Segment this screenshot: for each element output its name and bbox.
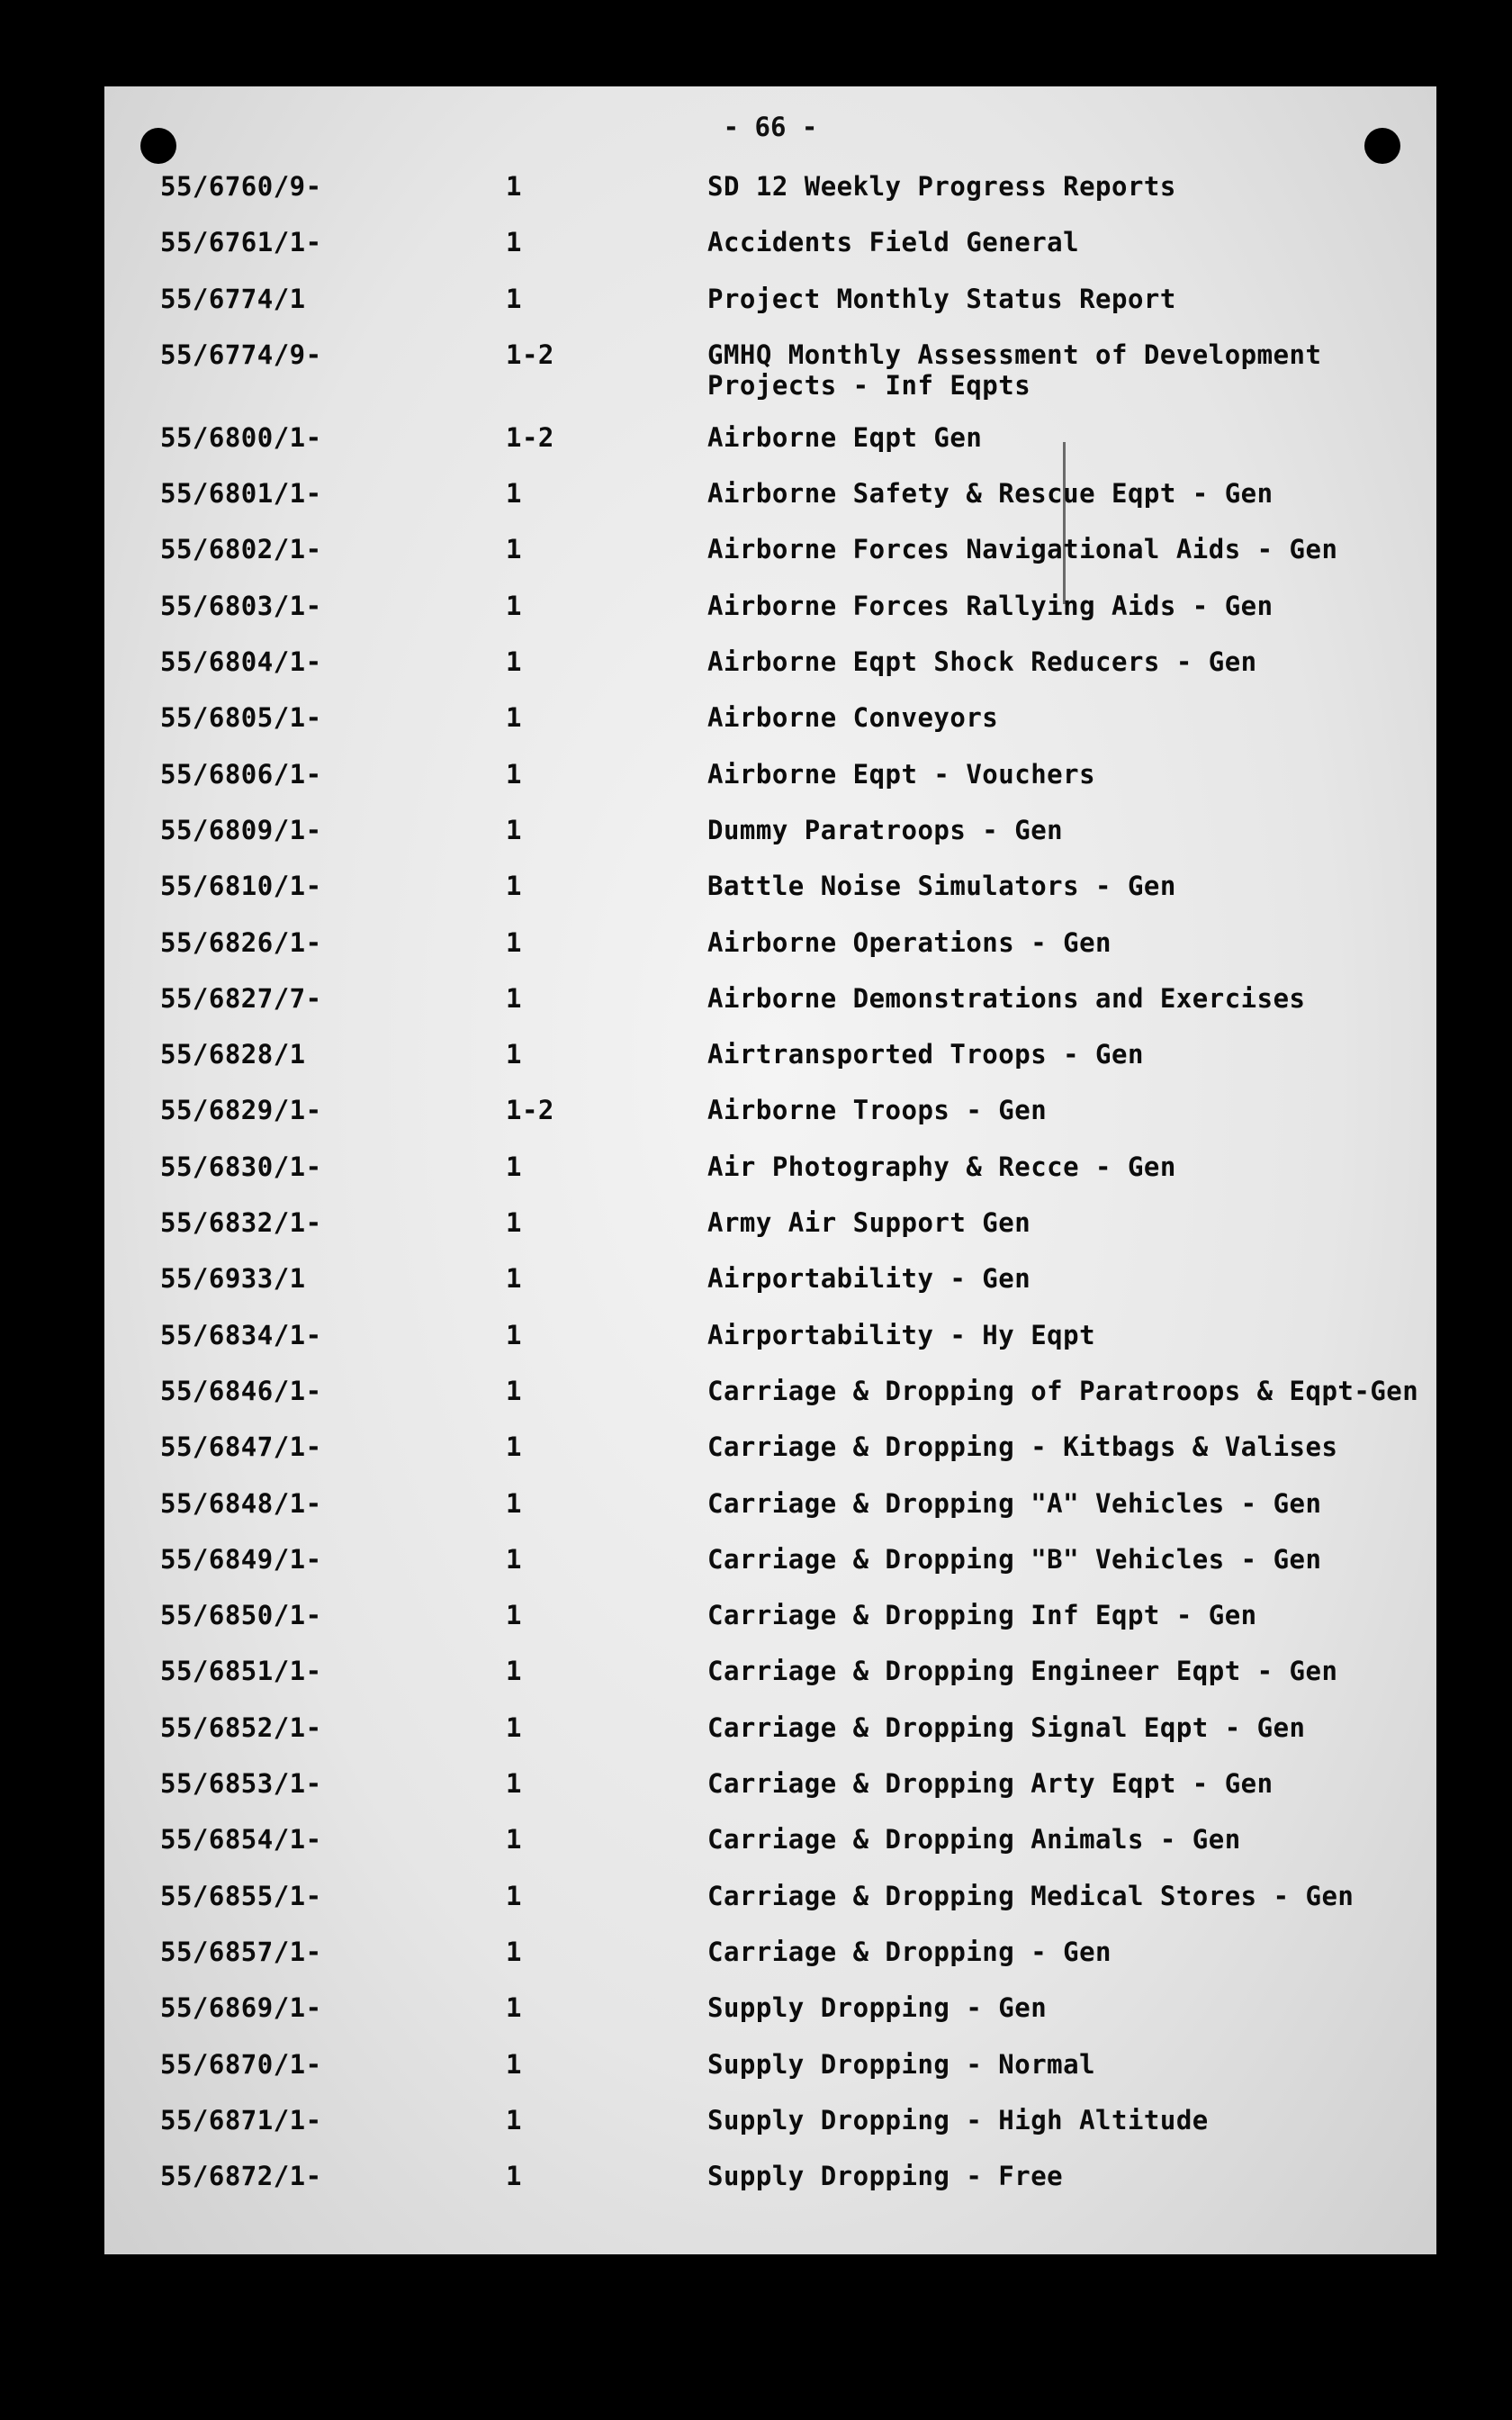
list-item [104,1137,1436,1193]
entry-qty: 1 [506,2161,522,2192]
entry-ref: 55/6849/1- [160,1543,322,1575]
entry-title: Battle Noise Simulators - Gen [707,871,1176,902]
list-item [104,1641,1436,1697]
entry-ref: 55/6870/1- [160,2048,322,2080]
entry-title: Carriage & Dropping "B" Vehicles - Gen [707,1543,1322,1575]
entry-title: Airborne Troops - Gen [707,1095,1048,1126]
entry-title: Carriage & Dropping Arty Eqpt - Gen [707,1768,1274,1800]
entry-qty: 1 [506,590,522,621]
entry-title: Airborne Eqpt Gen [707,421,983,453]
list-item [104,800,1436,856]
entry-ref: 55/6846/1- [160,1375,322,1406]
list-item [104,2035,1436,2090]
entry-ref: 55/6827/7- [160,982,322,1014]
list-item [104,632,1436,688]
entry-title: Carriage & Dropping - Kitbags & Valises [707,1431,1338,1463]
entry-ref: 55/6869/1- [160,1992,322,2024]
entry-ref: 55/6933/1 [160,1263,306,1295]
entry-ref: 55/6832/1- [160,1207,322,1239]
entry-ref: 55/6806/1- [160,758,322,790]
entry-title: Dummy Paratroops - Gen [707,814,1064,845]
list-item [104,1866,1436,1922]
entry-qty: 1-2 [506,339,554,370]
entry-qty: 1 [506,1936,522,1967]
entry-title: SD 12 Weekly Progress Reports [707,171,1176,202]
list-item [104,969,1436,1025]
entry-title: Carriage & Dropping Inf Eqpt - Gen [707,1600,1257,1631]
entry-title: Carriage & Dropping Medical Stores - Gen [707,1880,1354,1911]
entry-ref: 55/6871/1- [160,2104,322,2136]
entry-title: Air Photography & Recce - Gen [707,1151,1176,1182]
entry-title: Airborne Operations - Gen [707,926,1112,958]
entry-qty: 1 [506,1600,522,1631]
entry-qty: 1 [506,2048,522,2080]
entry-ref: 55/6830/1- [160,1151,322,1182]
list-item [104,688,1436,744]
entry-title: Accidents Field General [707,227,1080,258]
entry-qty: 1 [506,1656,522,1687]
entry-ref: 55/6774/9- [160,339,322,370]
entry-ref: 55/6829/1- [160,1095,322,1126]
list-item [104,576,1436,632]
entry-title: Army Air Support Gen [707,1207,1031,1239]
entry-ref: 55/6761/1- [160,227,322,258]
entry-ref: 55/6853/1- [160,1768,322,1800]
entry-qty: 1 [506,478,522,510]
list-item [104,1361,1436,1417]
entry-qty: 1 [506,1431,522,1463]
entry-title: Carriage & Dropping "A" Vehicles - Gen [707,1487,1322,1519]
entry-qty: 1 [506,1543,522,1575]
list-item [104,1249,1436,1305]
entry-ref: 55/6852/1- [160,1711,322,1743]
entry-ref: 55/6805/1- [160,702,322,734]
entry-title: Carriage & Dropping Signal Eqpt - Gen [707,1711,1306,1743]
entry-title: Airportability - Gen [707,1263,1031,1295]
list-item [104,1193,1436,1249]
entry-ref: 55/6851/1- [160,1656,322,1687]
entry-ref: 55/6828/1 [160,1039,306,1070]
list-item [104,212,1436,268]
entry-qty: 1 [506,1039,522,1070]
list-item [104,2146,1436,2202]
entry-qty: 1 [506,646,522,678]
entry-ref: 55/6850/1- [160,1600,322,1631]
entry-ref: 55/6800/1- [160,421,322,453]
entry-title: Airborne Conveyors [707,702,999,734]
entry-qty: 1 [506,1768,522,1800]
entry-ref: 55/6857/1- [160,1936,322,1967]
entry-title: Carriage & Dropping Animals - Gen [707,1824,1241,1856]
entry-ref: 55/6872/1- [160,2161,322,2192]
entry-title: Airborne Eqpt - Vouchers [707,758,1096,790]
entry-qty: 1 [506,814,522,845]
entry-qty: 1 [506,871,522,902]
entry-ref: 55/6826/1- [160,926,322,958]
entry-qty: 1 [506,283,522,314]
entry-title: Airborne Eqpt Shock Reducers - Gen [707,646,1257,678]
entry-ref: 55/6760/9- [160,171,322,202]
entry-qty: 1 [506,1207,522,1239]
document-page [104,86,1436,2254]
entry-ref: 55/6803/1- [160,590,322,621]
entry-title: Supply Dropping - Gen [707,1992,1048,2024]
entry-qty: 1 [506,1151,522,1182]
entry-title: Airborne Demonstrations and Exercises [707,982,1306,1014]
entry-title: Airborne Forces Navigational Aids - Gen [707,534,1338,565]
entry-qty: 1 [506,1992,522,2024]
list-item [104,1810,1436,1865]
entry-qty: 1 [506,1263,522,1295]
entry-qty: 1 [506,758,522,790]
list-item [104,1080,1436,1136]
entry-ref: 55/6810/1- [160,871,322,902]
list-item [104,408,1436,464]
entries-list [104,157,1436,2202]
entry-title: Airborne Safety & Rescue Eqpt - Gen [707,478,1274,510]
entry-qty: 1-2 [506,1095,554,1126]
list-item [104,519,1436,575]
list-item [104,745,1436,800]
entry-qty: 1 [506,982,522,1014]
list-item [104,325,1436,408]
entry-qty: 1 [506,534,522,565]
list-item [104,1754,1436,1810]
entry-ref: 55/6801/1- [160,478,322,510]
list-item [104,1922,1436,1978]
entry-title: Carriage & Dropping - Gen [707,1936,1112,1967]
entry-title: Carriage & Dropping Engineer Eqpt - Gen [707,1656,1338,1687]
entry-qty: 1 [506,1487,522,1519]
entry-qty: 1 [506,702,522,734]
entry-qty: 1 [506,1319,522,1350]
entry-qty: 1 [506,1824,522,1856]
list-item [104,1698,1436,1754]
entry-ref: 55/6847/1- [160,1431,322,1463]
list-item [104,464,1436,519]
entry-qty: 1-2 [506,421,554,453]
entry-ref: 55/6809/1- [160,814,322,845]
entry-title: Supply Dropping - High Altitude [707,2104,1209,2136]
entry-qty: 1 [506,1375,522,1406]
list-item [104,1474,1436,1530]
entry-title: Project Monthly Status Report [707,283,1176,314]
list-item [104,856,1436,912]
entry-title: Airportability - Hy Eqpt [707,1319,1096,1350]
list-item [104,1978,1436,2034]
page-number: - 66 - [723,112,818,142]
list-item [104,269,1436,325]
entry-qty: 1 [506,1880,522,1911]
list-item [104,1305,1436,1361]
entry-ref: 55/6848/1- [160,1487,322,1519]
entry-title: GMHQ Monthly Assessment of Development Projects - Inf Eqpts [707,339,1322,401]
entry-title: Supply Dropping - Free [707,2161,1064,2192]
list-item [104,2090,1436,2146]
entry-title: Carriage & Dropping of Paratroops & Eqpt-Gen [707,1375,1419,1406]
list-item [104,1025,1436,1080]
entry-ref: 55/6855/1- [160,1880,322,1911]
list-item [104,1585,1436,1641]
entry-title: Airborne Forces Rallying Aids - Gen [707,590,1274,621]
entry-qty: 1 [506,227,522,258]
entry-qty: 1 [506,1711,522,1743]
entry-ref: 55/6834/1- [160,1319,322,1350]
list-item [104,913,1436,969]
entry-ref: 55/6802/1- [160,534,322,565]
entry-ref: 55/6854/1- [160,1824,322,1856]
entry-ref: 55/6804/1- [160,646,322,678]
list-item [104,157,1436,212]
list-item [104,1530,1436,1585]
entry-title: Airtransported Troops - Gen [707,1039,1144,1070]
entry-qty: 1 [506,926,522,958]
entry-ref: 55/6774/1 [160,283,306,314]
entry-title: Supply Dropping - Normal [707,2048,1096,2080]
entry-qty: 1 [506,2104,522,2136]
list-item [104,1417,1436,1473]
entry-qty: 1 [506,171,522,202]
